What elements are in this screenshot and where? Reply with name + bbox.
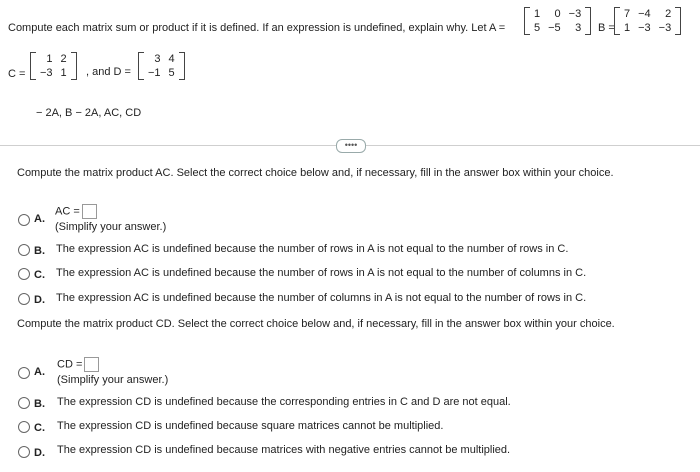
- matrix-b-cell: −3: [658, 22, 672, 34]
- part1-option-d-text: The expression AC is undefined because the number of columns in A is not equal to the number of rows in C.: [56, 292, 587, 304]
- part2-option-a-letter: A.: [34, 366, 45, 378]
- part2-option-b-letter: B.: [34, 398, 45, 410]
- part1-option-a-letter: A.: [34, 213, 45, 225]
- problem-intro: Compute each matrix sum or product if it is defined. If an expression is undefined, explain why. Let A =: [8, 22, 506, 34]
- label-c: C =: [8, 68, 26, 80]
- matrix-a-cell: 3: [575, 22, 582, 34]
- matrix-c-cell: −3: [40, 67, 53, 79]
- part1-option-b-radio[interactable]: [18, 244, 30, 256]
- part2-option-b-text: The expression CD is undefined because the corresponding entries in C and D are not equal.: [57, 396, 511, 408]
- part1-answer-box[interactable]: [82, 204, 97, 219]
- matrix-b-cell: −4: [638, 8, 651, 20]
- matrix-a-cell: 1: [534, 8, 541, 20]
- part1-option-d-letter: D.: [34, 294, 45, 306]
- part1-option-a-radio[interactable]: [18, 214, 30, 226]
- matrix-b-cell: 1: [624, 22, 631, 34]
- matrix-a: [524, 7, 591, 35]
- part2-option-c-letter: C.: [34, 422, 45, 434]
- matrix-c-cell: 2: [60, 53, 67, 65]
- matrix-b-cell: 2: [665, 8, 672, 20]
- matrix-c-cell: 1: [60, 67, 67, 79]
- part1-option-c-letter: C.: [34, 269, 45, 281]
- part1-instruction: Compute the matrix product AC. Select the correct choice below and, if necessary, fill in the answer box within your choice.: [17, 167, 614, 179]
- matrix-c: [30, 52, 77, 80]
- part2-answer-box[interactable]: [84, 357, 99, 372]
- matrix-d-cell: 3: [154, 53, 161, 65]
- part2-option-d-text: The expression CD is undefined because matrices with negative entries cannot be multiplied.: [57, 444, 511, 456]
- matrix-a-cell: −5: [548, 22, 561, 34]
- label-and-d: , and D =: [86, 66, 131, 78]
- part1-option-c-text: The expression AC is undefined because the number of rows in A is not equal to the number of columns in C.: [56, 267, 587, 279]
- part2-option-d-radio[interactable]: [18, 446, 30, 458]
- part1-option-d-radio[interactable]: [18, 293, 30, 305]
- matrix-c-cell: 1: [46, 53, 53, 65]
- part1-option-b-text: The expression AC is undefined because the number of rows in A is not equal to the number of rows in C.: [56, 243, 569, 255]
- part1-option-a-label: AC =: [55, 205, 80, 218]
- part2-option-a-radio[interactable]: [18, 367, 30, 379]
- matrix-b-cell: 7: [624, 8, 631, 20]
- part2-option-a-text: [57, 357, 99, 372]
- part1-option-c-radio[interactable]: [18, 268, 30, 280]
- matrix-d-cell: 5: [168, 67, 175, 79]
- expression-list: − 2A, B − 2A, AC, CD: [36, 107, 142, 119]
- part2-option-d-letter: D.: [34, 447, 45, 459]
- label-b: B =: [598, 22, 615, 34]
- part2-option-a-note: (Simplify your answer.): [57, 374, 169, 386]
- part1-option-a-note: (Simplify your answer.): [55, 221, 167, 233]
- part1-option-a-text: [55, 204, 97, 219]
- matrix-d: [138, 52, 185, 80]
- part2-option-a-label: CD =: [57, 358, 83, 371]
- matrix-a-cell: 0: [554, 8, 561, 20]
- part2-option-b-radio[interactable]: [18, 397, 30, 409]
- expand-button[interactable]: ••••: [336, 139, 366, 153]
- part1-option-b-letter: B.: [34, 245, 45, 257]
- matrix-b: [614, 7, 681, 35]
- matrix-a-cell: 5: [534, 22, 541, 34]
- matrix-a-cell: −3: [568, 8, 582, 20]
- matrix-d-cell: 4: [168, 53, 175, 65]
- matrix-d-cell: −1: [148, 67, 161, 79]
- part2-instruction: Compute the matrix product CD. Select the correct choice below and, if necessary, fill in the answer box within your choice.: [17, 318, 615, 330]
- part2-option-c-text: The expression CD is undefined because square matrices cannot be multiplied.: [57, 420, 444, 432]
- matrix-b-cell: −3: [638, 22, 651, 34]
- part2-option-c-radio[interactable]: [18, 421, 30, 433]
